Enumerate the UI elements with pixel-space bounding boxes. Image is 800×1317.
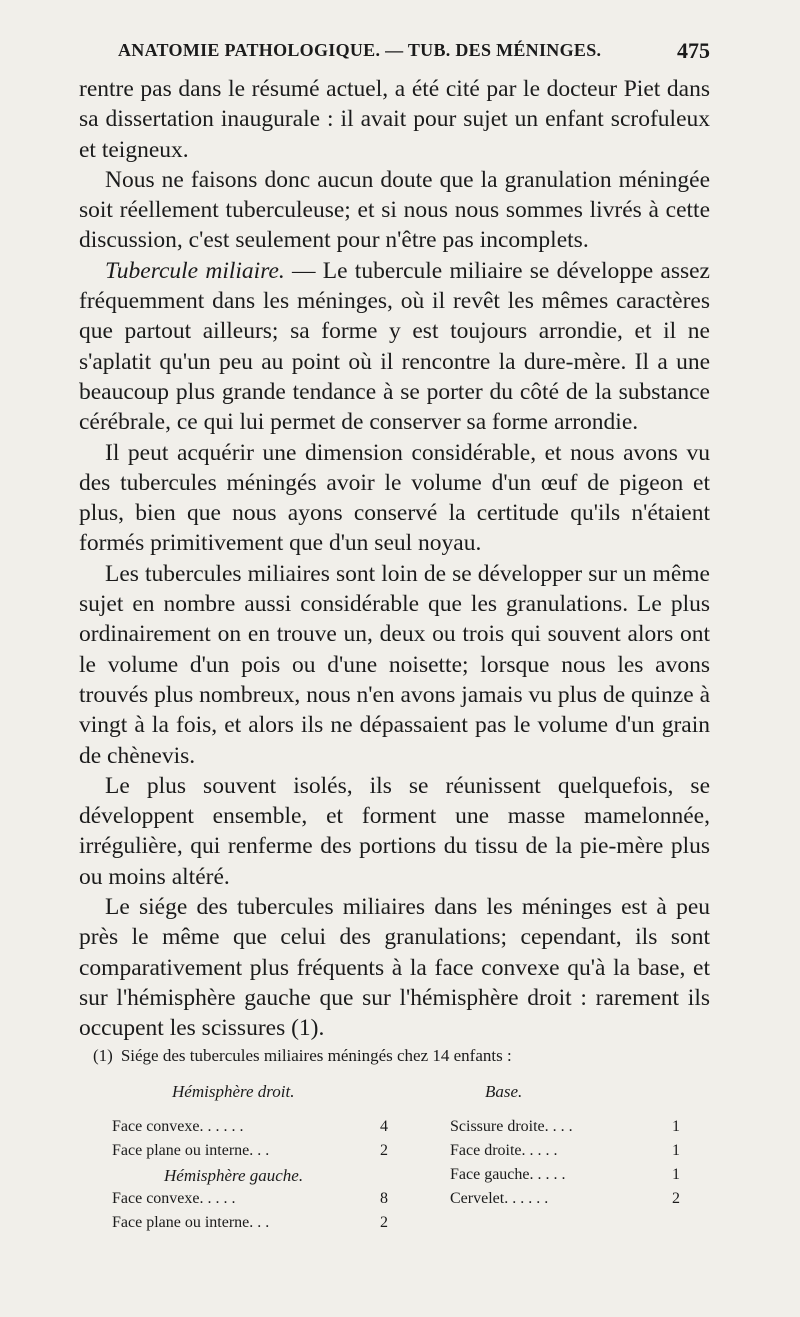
- row-value: 1: [672, 1118, 680, 1135]
- row-label: Face droite. . . . .: [450, 1142, 558, 1159]
- table-row: [112, 1118, 388, 1136]
- footnote-text: Siége des tubercules miliaires méningés chez 14 enfants :: [120, 1046, 512, 1065]
- table-row: [112, 1214, 388, 1232]
- row-label: Face convexe. . . . . .: [112, 1118, 244, 1135]
- table-row: [450, 1166, 680, 1184]
- row-value: 1: [672, 1166, 680, 1183]
- table-row: [112, 1190, 388, 1208]
- row-value: 1: [672, 1142, 680, 1159]
- row-value: 2: [380, 1214, 388, 1231]
- footnote: [93, 1046, 693, 1066]
- paragraph-6: Le plus souvent isolés, ils se réunissent quelquefois, se développent ensemble, et forment une masse mamelonnée, irrégulière, qui renferme des portions du tissu de la pie-mère plus ou moins altéré.: [79, 772, 710, 890]
- heading-hemisphere-droit: Hémisphère droit.: [172, 1082, 295, 1101]
- paragraph-3: [79, 256, 710, 438]
- row-value: 4: [380, 1118, 388, 1135]
- row-label: Face convexe. . . . .: [112, 1190, 236, 1207]
- table-row: [450, 1142, 680, 1160]
- paragraph-2: Nous ne faisons donc aucun doute que la granulation méningée soit réellement tuberculeuse; et si nous nous sommes livrés à cette discussion, c'est seulement pour n'être pas incomplets.: [79, 166, 710, 254]
- row-label: Face plane ou interne. . .: [112, 1214, 270, 1231]
- row-label: Cervelet. . . . . .: [450, 1190, 549, 1207]
- row-value: 8: [380, 1190, 388, 1207]
- page-header: [118, 40, 710, 70]
- paragraph-7: Le siége des tubercules miliaires dans les méninges est à peu près le même que celui des granulations; cependant, ils sont comparativement plus fréquents à la face convexe qu'à la base, et sur l'hémisphère gauche que sur l'hémisphère droit : rarement ils occupent les scissures (1).: [79, 894, 710, 1042]
- row-label: Face plane ou interne. . .: [112, 1142, 270, 1159]
- running-title: ANATOMIE PATHOLOGIQUE. — TUB. DES MÉNINGES.: [118, 40, 602, 60]
- row-label: Face gauche. . . . .: [450, 1166, 566, 1183]
- row-value: 2: [672, 1190, 680, 1207]
- row-value: 2: [380, 1142, 388, 1159]
- paragraph-5: Les tubercules miliaires sont loin de se développer sur un même sujet en nombre aussi considérable que les granulations. Le plus ordinairement on en trouve un, deux ou trois qui souvent alors ont le volume d'un pois ou d'une noisette; lorsque nous les avons trouvés plus nombreux, nous n'en avons jamais vu plus de quinze à vingt à la fois, et alors ils ne dépassaient pas le volume d'un grain de chènevis.: [79, 560, 710, 769]
- paragraph-1: rentre pas dans le résumé actuel, a été cité par le docteur Piet dans sa dissertation inaugurale : il avait pour sujet un enfant scrofuleux et teigneux.: [79, 76, 710, 163]
- footnote-marker: (1): [93, 1046, 113, 1065]
- table-row: [112, 1142, 388, 1160]
- heading-hemisphere-gauche: Hémisphère gauche.: [164, 1166, 304, 1185]
- paragraph-4: Il peut acquérir une dimension considérable, et nous avons vu des tubercules méningés avoir le volume d'un œuf de pigeon et plus, bien que nous ayons conservé la certitude qu'ils n'étaient formés primitivement que d'un seul noyau.: [79, 439, 710, 557]
- subheading-tubercule-miliaire: Tubercule miliaire.: [105, 257, 285, 284]
- table-row: [450, 1118, 680, 1136]
- heading-base: Base.: [485, 1082, 523, 1101]
- page-number: 475: [677, 38, 710, 63]
- row-label: Scissure droite. . . .: [450, 1118, 573, 1135]
- table-row: [450, 1190, 680, 1208]
- body-text: [79, 74, 710, 1044]
- paragraph-3-text: — Le tubercule miliaire se développe assez fréquemment dans les méninges, où il revêt les mêmes caractères que partout ailleurs; sa forme y est toujours arrondie, et il ne s'aplatit qu'un peu au point où il rencontre la dure-mère. Il a une beaucoup plus grande tendance à se porter du côté de la substance cérébrale, ce qui lui permet de conserver sa forme arrondie.: [79, 257, 710, 436]
